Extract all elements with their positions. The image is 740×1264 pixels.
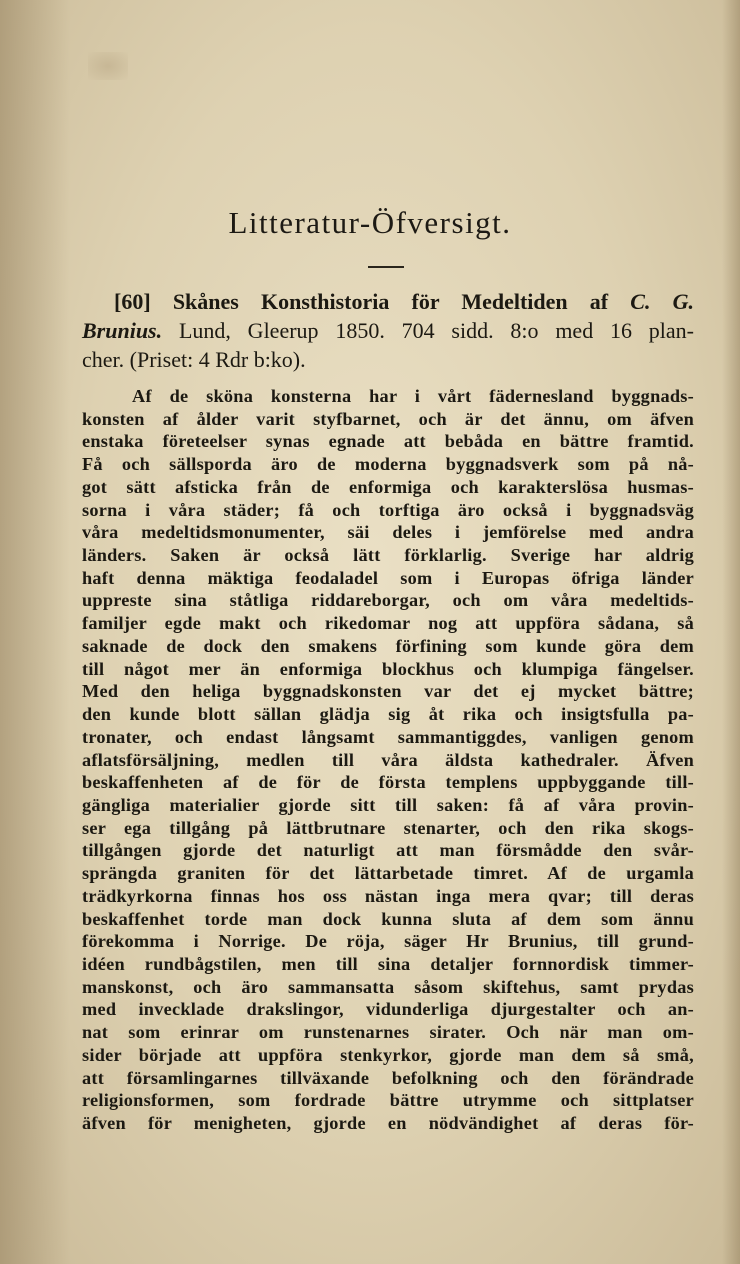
body-line: tillgången gjorde det naturligt att man försmådde den svår- — [82, 840, 694, 861]
page-shadow-left — [0, 0, 70, 1264]
entry-price-line — [82, 345, 694, 374]
heading-rule — [368, 266, 404, 268]
body-line: den kunde blott sällan glädja sig åt rika och insigtsfulla pa- — [82, 704, 694, 725]
body-line: äfven för menigheten, gjorde en nödvändighet af deras för- — [82, 1113, 694, 1133]
body-line: familjer egde makt och rikedomar nog att uppföra sådana, så — [82, 613, 694, 634]
body-line: haft denna mäktiga feodaladel som i Europas öfriga länder — [82, 567, 694, 588]
body-line: religionsformen, som fordrade bättre utrymme och sittplatser — [82, 1090, 694, 1111]
entry-title: Skånes Konsthistoria för Medeltiden af — [172, 289, 609, 314]
body-line: tronater, och endast långsamt sammantiggdes, vanligen genom — [82, 726, 694, 747]
body-line: enstaka företeelser synas egnade att bebåda en bättre framtid. — [82, 431, 694, 452]
paper-stain — [88, 52, 128, 80]
body-line: länders. Saken är också lätt förklarlig. Sverige har aldrig — [82, 545, 694, 566]
body-line: uppreste sina ståtliga riddareborgar, och om våra medeltids- — [82, 590, 694, 611]
author-initials: C. G. — [630, 289, 695, 314]
publication-info: Lund, Gleerup 1850. 704 sidd. 8:o med 16 plan- — [178, 318, 695, 343]
body-line: trädkyrkorna finnas hos oss nästan inga mera qvar; till deras — [82, 885, 694, 906]
body-line: got sätt afsticka från de enformiga och karakterslösa husmas- — [82, 476, 694, 497]
body-line: manskonst, och äro sammansatta såsom skiftehus, samt prydas — [82, 976, 694, 997]
text-block — [82, 287, 694, 1135]
body-line: Af de sköna konsterna har i vårt fädernesland byggnads- — [132, 386, 694, 406]
body-line: konsten af ålder varit styfbarnet, och är det ännu, om äfven — [82, 408, 694, 429]
body-line: våra medeltidsmonumenter, säi deles i jemförelse med andra — [82, 522, 694, 543]
body-line: Få och sällsporda äro de moderna byggnadsverk som på nå- — [82, 454, 694, 475]
body-line: aflatsförsäljning, medlen till våra äldsta kathedraler. Äfven — [82, 749, 694, 770]
entry-publication-line — [82, 316, 694, 345]
body-line: att församlingarnes tillväxande befolkning och den förändrade — [82, 1067, 694, 1088]
author-surname: Brunius. — [82, 318, 163, 343]
body-line: till något mer än enformiga blockhus och klumpiga fängelser. — [82, 658, 694, 679]
entry-title-line — [82, 287, 694, 316]
body-line: beskaffenheten af de för de första templens uppbyggande till- — [82, 772, 694, 793]
body-line: sorna i våra städer; få och torftiga äro också i byggnadsväg — [82, 499, 694, 520]
body-line: beskaffenhet torde man dock kunna sluta af dem som ännu — [82, 908, 694, 929]
section-heading: Litteratur-Öfversigt. — [228, 205, 512, 240]
body-line: ser ega tillgång på lättbrutnare stenarter, och den rika skogs- — [82, 817, 694, 838]
body-line: idéen rundbågstilen, men till sina detaljer fornnordisk timmer- — [82, 953, 694, 974]
body-text — [82, 385, 694, 1135]
body-line: saknade de dock den smakens förfining som kunde göra dem — [82, 635, 694, 656]
entry-number: [60] — [114, 289, 151, 314]
body-line: med invecklade drakslingor, vidunderliga djurgestalter och an- — [82, 999, 694, 1020]
publication-price: cher. (Priset: 4 Rdr b:ko). — [82, 347, 306, 372]
page-shadow-right — [722, 0, 740, 1264]
body-line: gängliga materialier gjorde sitt till saken: få af våra provin- — [82, 794, 694, 815]
body-line: sprängda graniten för det lättarbetade timret. Af de urgamla — [82, 863, 694, 884]
body-line: Med den heliga byggnadskonsten var det ej mycket bättre; — [82, 681, 694, 702]
body-line: nat som erinrar om runstenarnes sirater. Och när man om- — [82, 1022, 694, 1043]
body-line: sider började att uppföra stenkyrkor, gjorde man dem så små, — [82, 1044, 694, 1065]
body-line: förekomma i Norrige. De röja, säger Hr Brunius, till grund- — [82, 931, 694, 952]
